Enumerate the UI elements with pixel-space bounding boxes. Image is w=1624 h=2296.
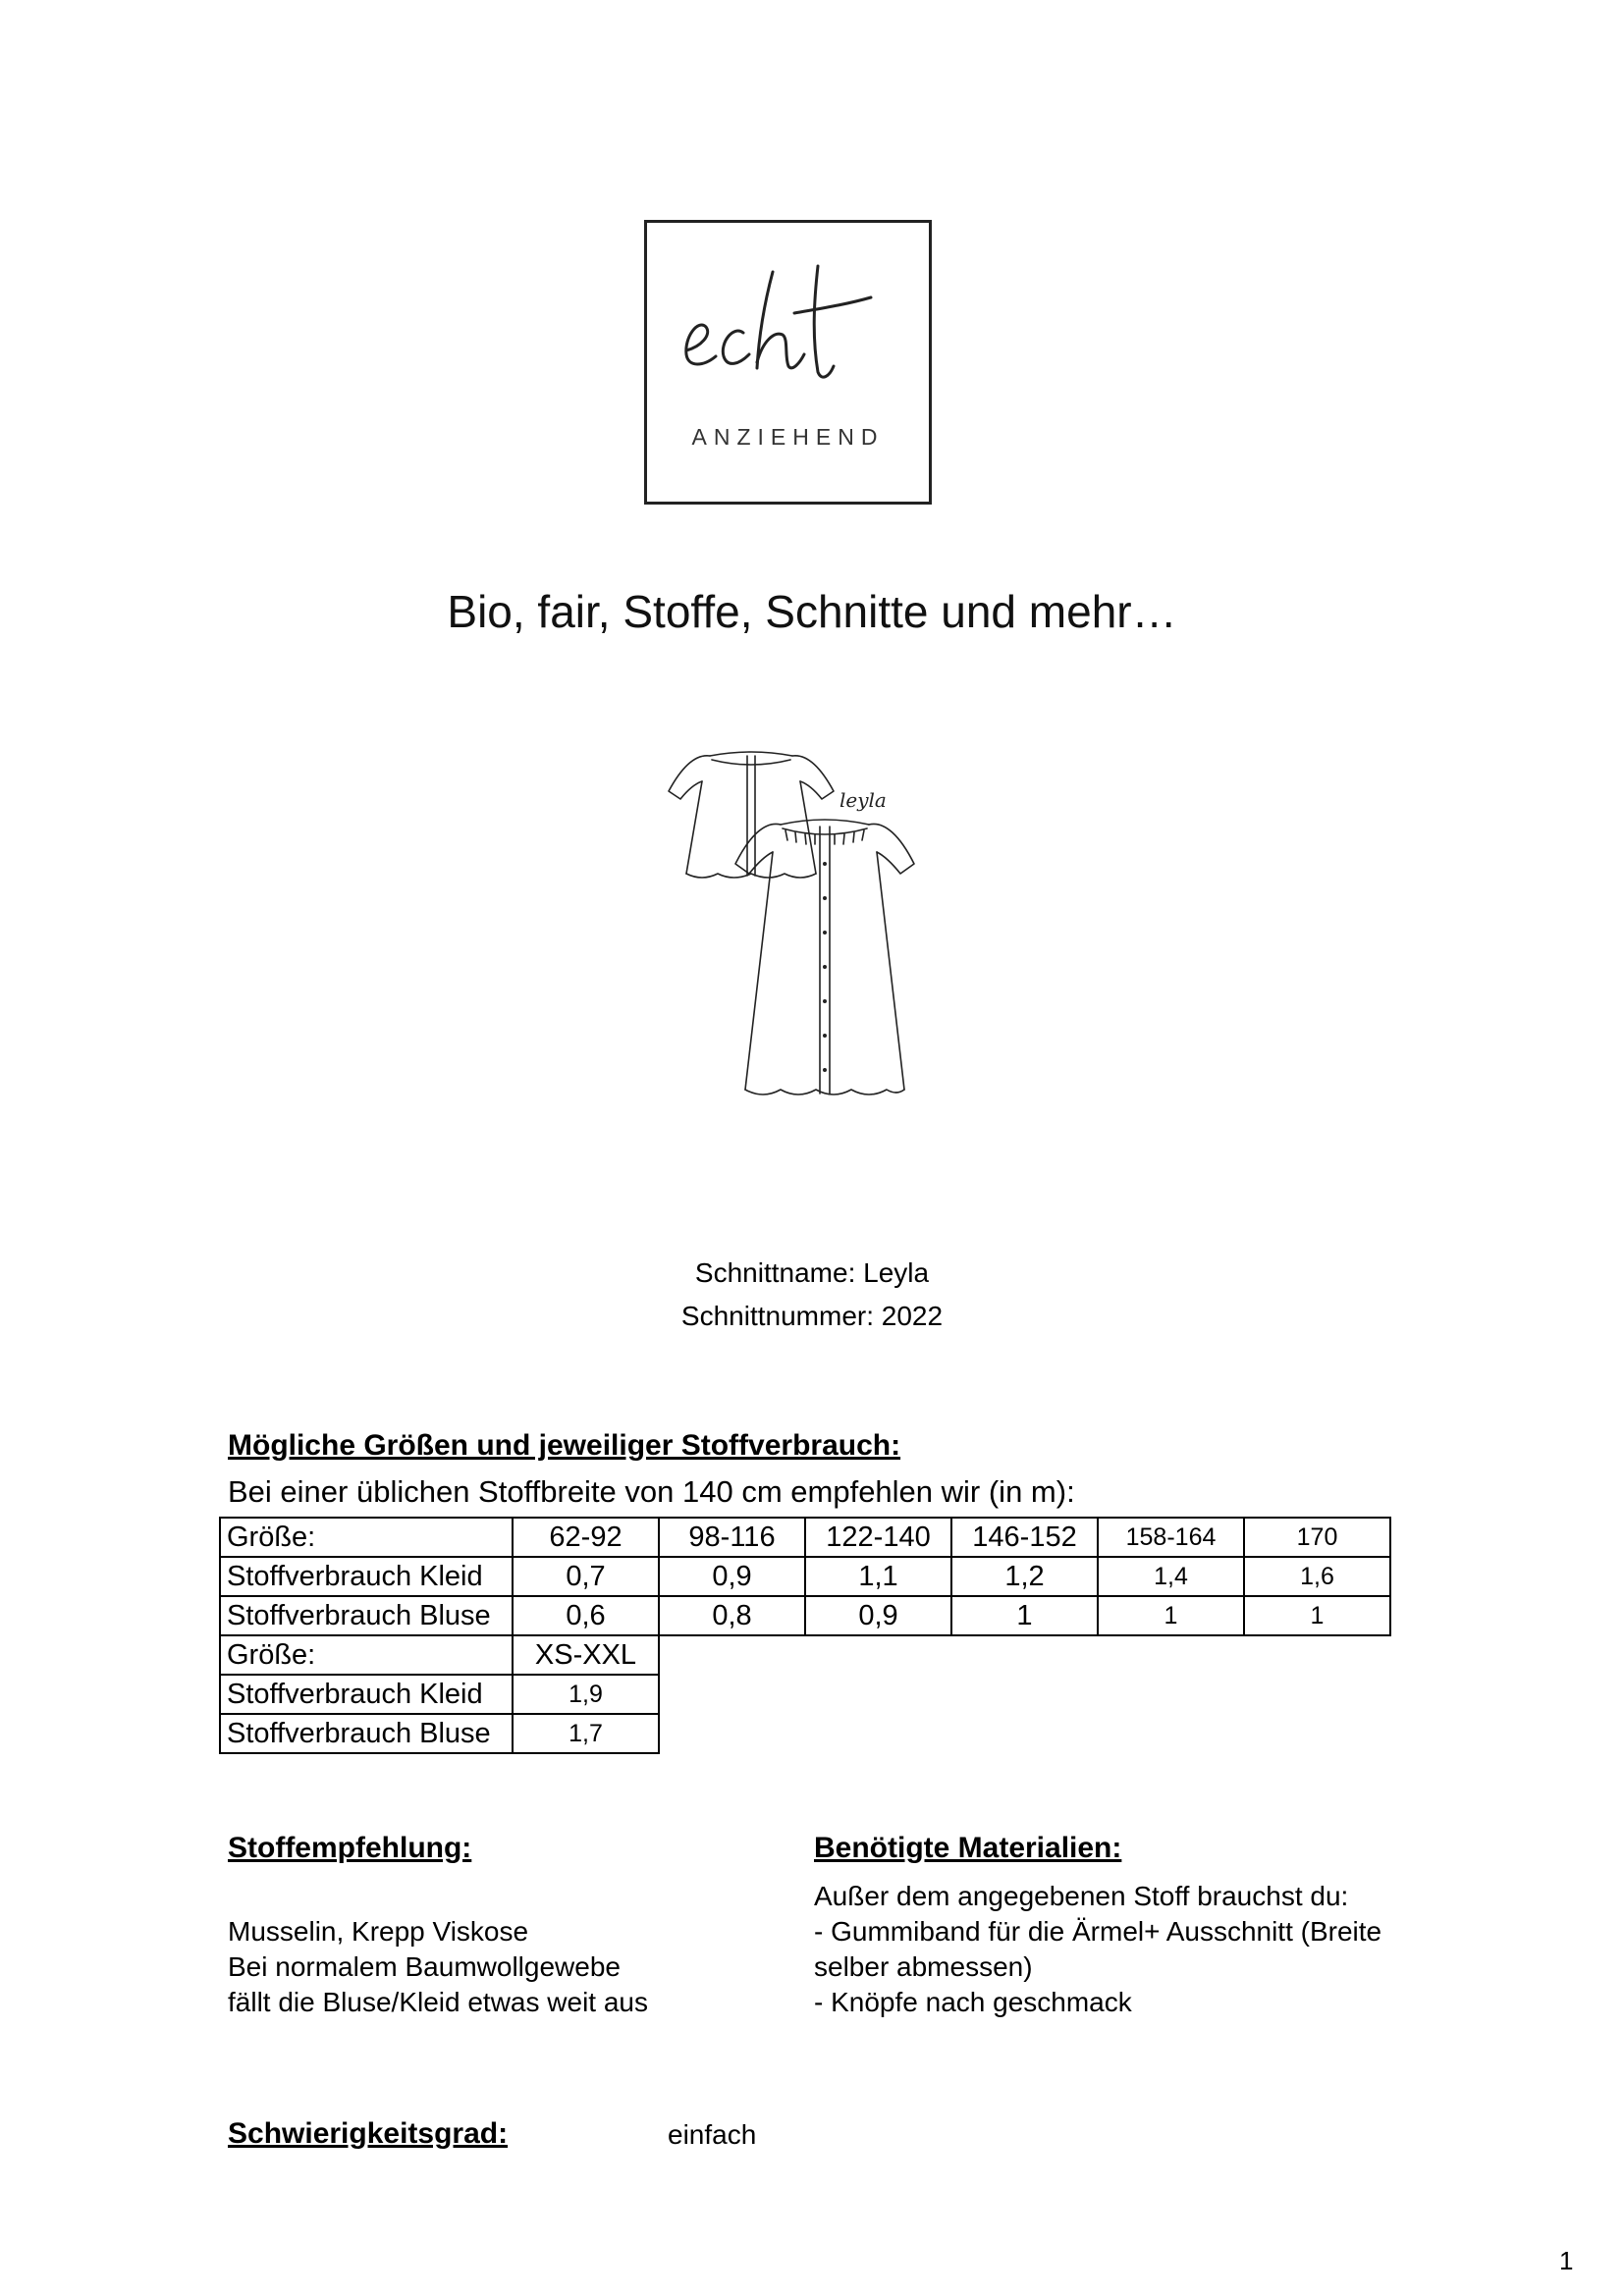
- dress-value: 0,9: [659, 1557, 805, 1596]
- table-row: [220, 1714, 1390, 1753]
- table-row: [220, 1596, 1390, 1635]
- dress-value: 1,1: [805, 1557, 951, 1596]
- size-cell: 98-116: [659, 1518, 805, 1557]
- size-cell: 158-164: [1098, 1518, 1244, 1557]
- page-number: 1: [1559, 2246, 1574, 2275]
- pattern-name: Schnittname: Leyla: [694, 1257, 930, 1288]
- size-label: Größe:: [220, 1518, 513, 1557]
- adult-blouse-label: Stoffverbrauch Bluse: [220, 1714, 513, 1753]
- table-row: [220, 1557, 1390, 1596]
- table-row: [220, 1675, 1390, 1714]
- adult-blouse-value: 1,7: [513, 1714, 659, 1753]
- size-cell: 122-140: [805, 1518, 951, 1557]
- materials-line: - Gummiband für die Ärmel+ Ausschnitt (Breite: [814, 1916, 1382, 1947]
- sizes-heading: Mögliche Größen und jeweiliger Stoffverbrauch:: [228, 1429, 901, 1462]
- dress-value: 0,7: [513, 1557, 659, 1596]
- dress-value: 1,6: [1244, 1557, 1390, 1596]
- blouse-value: 1: [1244, 1596, 1390, 1635]
- table-row: [220, 1518, 1390, 1557]
- materials-line: selber abmessen): [814, 1951, 1033, 1982]
- materials-heading: Benötigte Materialien:: [814, 1832, 1122, 1864]
- blouse-value: 1: [1098, 1596, 1244, 1635]
- garment-illustration: [643, 726, 997, 1119]
- difficulty-value: einfach: [668, 2119, 757, 2150]
- adult-dress-label: Stoffverbrauch Kleid: [220, 1675, 513, 1714]
- fabric-heading: Stoffempfehlung:: [228, 1832, 472, 1864]
- fabric-line: fällt die Bluse/Kleid etwas weit aus: [228, 1987, 648, 2017]
- adult-size-cell: XS-XXL: [513, 1635, 659, 1675]
- materials-text: [814, 1879, 1423, 2020]
- size-cell: 170: [1244, 1518, 1390, 1557]
- logo-script-echt: [647, 252, 929, 400]
- table-row: [220, 1635, 1390, 1675]
- sizes-intro: Bei einer üblichen Stoffbreite von 140 cm empfehlen wir (in m):: [228, 1474, 1075, 1509]
- blouse-label: Stoffverbrauch Bluse: [220, 1596, 513, 1635]
- difficulty-heading: Schwierigkeitsgrad:: [228, 2117, 509, 2150]
- size-cell: 146-152: [951, 1518, 1098, 1557]
- blouse-value: 1: [951, 1596, 1098, 1635]
- blouse-value: 0,8: [659, 1596, 805, 1635]
- blouse-value: 0,6: [513, 1596, 659, 1635]
- fabric-text: [228, 1914, 648, 2020]
- fabric-line: Musselin, Krepp Viskose: [228, 1916, 529, 1947]
- tagline: Bio, fair, Stoffe, Schnitte und mehr…: [447, 586, 1177, 637]
- sizes-table: [219, 1517, 1391, 1754]
- adult-dress-value: 1,9: [513, 1675, 659, 1714]
- pattern-number: Schnittnummer: 2022: [680, 1301, 944, 1331]
- dress-label: Stoffverbrauch Kleid: [220, 1557, 513, 1596]
- size-cell: 62-92: [513, 1518, 659, 1557]
- adult-size-label: Größe:: [220, 1635, 513, 1675]
- logo-subtitle: ANZIEHEND: [691, 424, 885, 450]
- blouse-value: 0,9: [805, 1596, 951, 1635]
- illustration-label: leyla: [839, 788, 887, 812]
- materials-line: - Knöpfe nach geschmack: [814, 1987, 1132, 2017]
- pattern-info: [0, 1252, 1624, 1338]
- dress-value: 1,2: [951, 1557, 1098, 1596]
- materials-line: Außer dem angegebenen Stoff brauchst du:: [814, 1881, 1349, 1911]
- dress-value: 1,4: [1098, 1557, 1244, 1596]
- fabric-line: Bei normalem Baumwollgewebe: [228, 1951, 621, 1982]
- brand-logo: [644, 220, 932, 505]
